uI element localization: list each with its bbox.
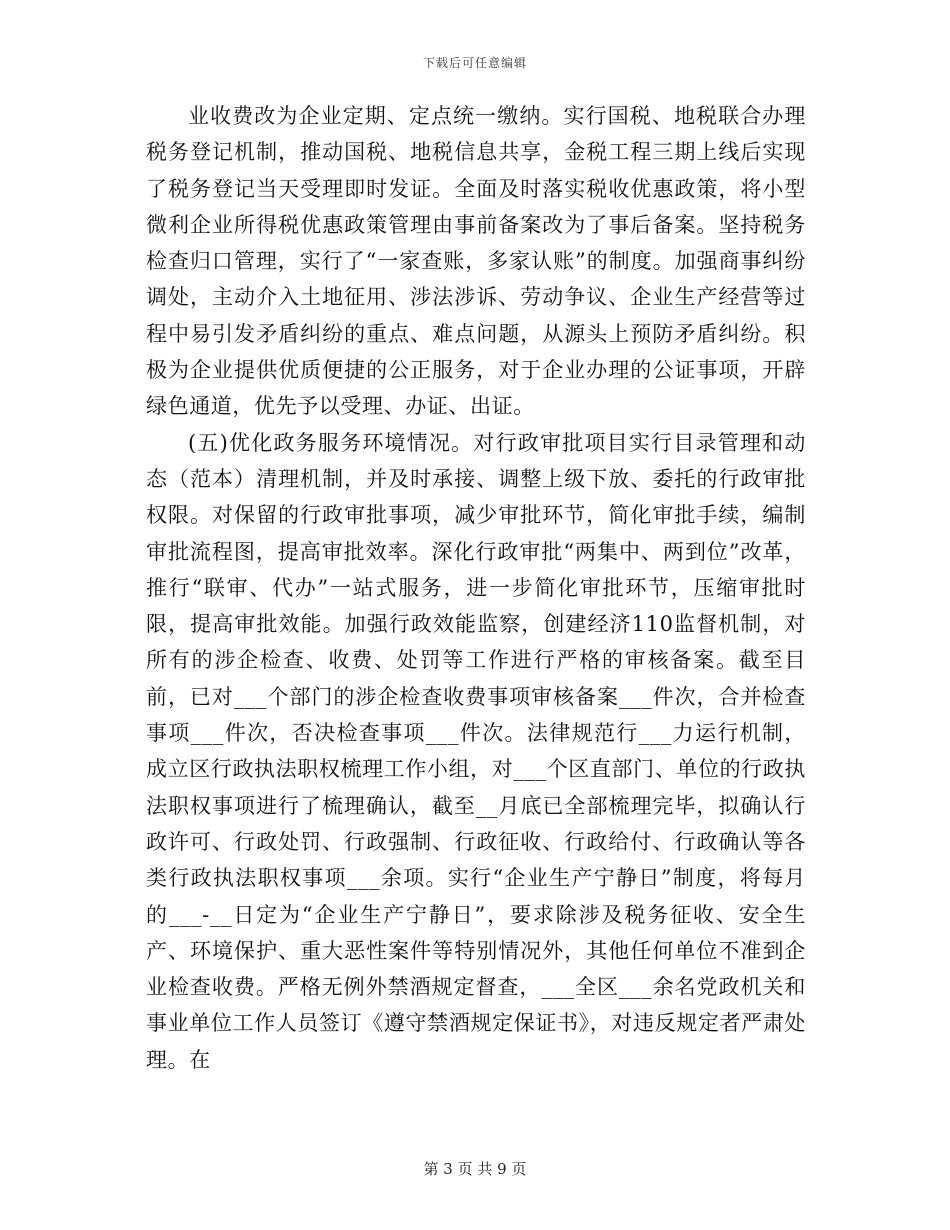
body-paragraph-2: (五)优化政务服务环境情况。对行政审批项目实行目录管理和动态（范本）清理机制，并及时承接、调整上级下放、委托的行政审批权限。对保留的行政审批事项，减少审批环节，简化审批手续，编制审批流程图，提高审批效率。深化行政审批“两集中、两到位”改革，推行“联审、代办”一站式服务，进一步简化审批环节，压缩审批时限，提高审批效能。加强行政效能监察，创建经济110监督机制，对所有的涉企检查、收费、处罚等工作进行严格的审核备案。截至目前，已对___个部门的涉企检查收费事项审核备案___件次，合并检查事项___件次，否决检查事项___件次。法律规范行___力运行机制，成立区行政执法职权梳理工作小组，对___个区直部门、单位的行政执法职权事项进行了梳理确认，截至__月底已全部梳理完毕，拟确认行政许可、行政处罚、行政强制、行政征收、行政给付、行政确认等各类行政执法职权事项___余项。实行“企业生产宁静日”制度，将每月的___-__日定为“企业生产宁静日”，要求除涉及税务征收、安全生产、环境保护、重大恶性案件等特别情况外，其他任何单位不准到企业检查收费。严格无例外禁酒规定督查，___全区___余名党政机关和事业单位工作人员签订《遵守禁酒规定保证书》，对违反规定者严肃处理。在: [146, 430, 806, 1072]
page-header-note: 下载后可任意编辑: [422, 56, 527, 70]
page-number: 第 3 页 共 9 页: [423, 1160, 527, 1178]
document-body: [146, 98, 806, 1078]
body-paragraph-1: 业收费改为企业定期、定点统一缴纳。实行国税、地税联合办理税务登记机制，推动国税、地税信息共享，金税工程三期上线后实现了税务登记当天受理即时发证。全面及时落实税收优惠政策，将小型微利企业所得税优惠政策管理由事前备案改为了事后备案。坚持税务检查归口管理，实行了“一家查账，多家认账”的制度。加强商事纠纷调处，主动介入土地征用、涉法涉诉、劳动争议、企业生产经营等过程中易引发矛盾纠纷的重点、难点问题，从源头上预防矛盾纠纷。积极为企业提供优质便捷的公正服务，对于企业办理的公证事项，开辟绿色通道，优先予以受理、办证、出证。: [146, 104, 806, 419]
